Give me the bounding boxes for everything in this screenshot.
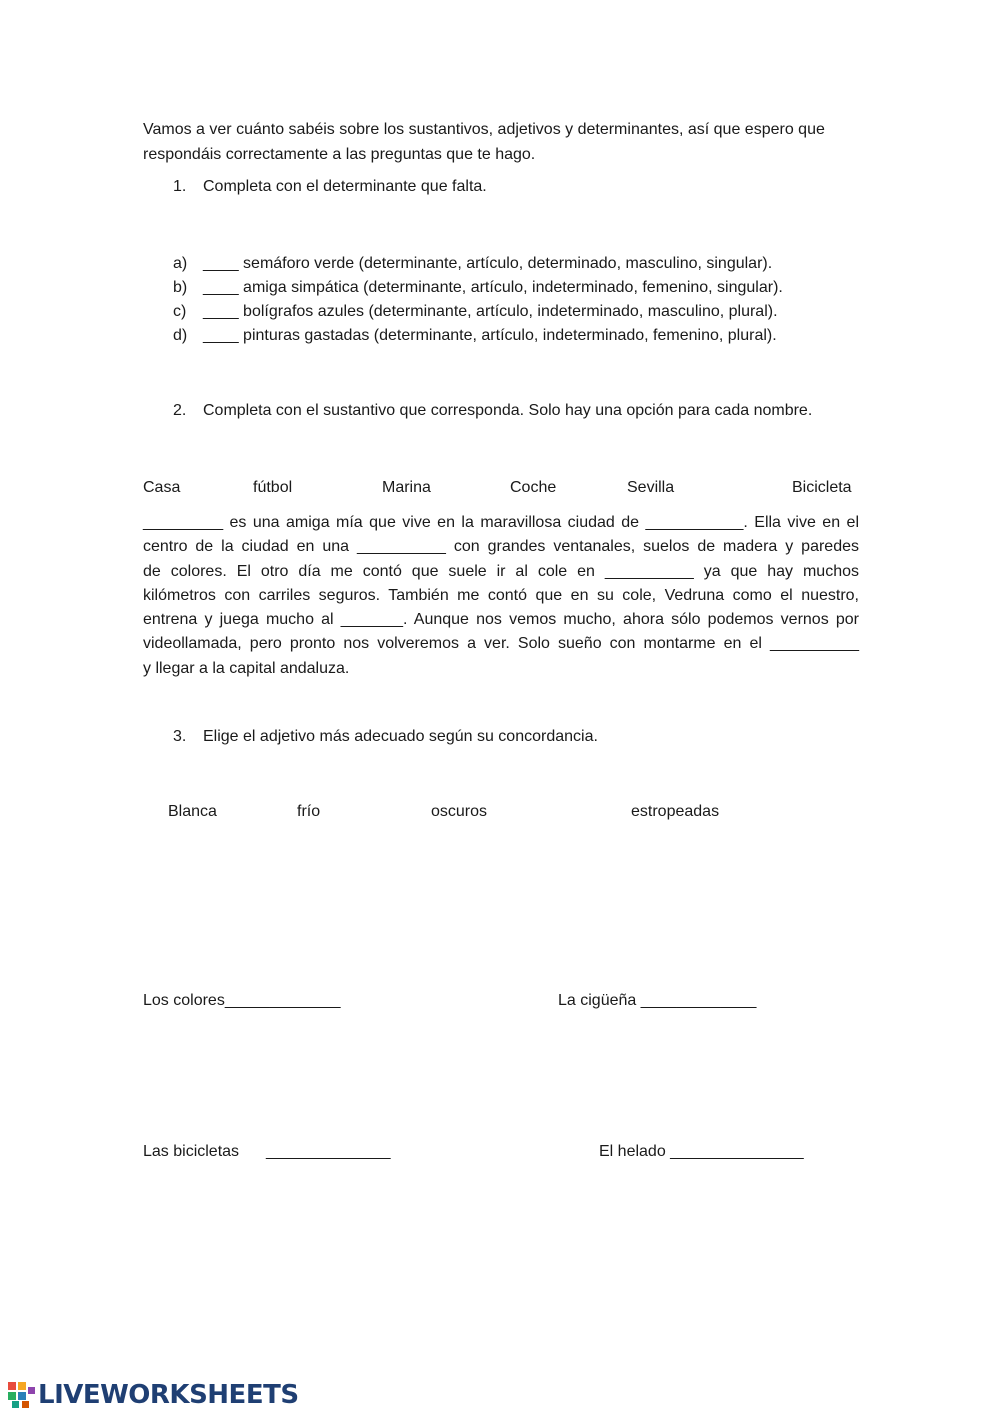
word-bank-item: Sevilla: [627, 479, 675, 496]
question-2-paragraph: [143, 511, 859, 681]
liveworksheets-logo-icon: [8, 1382, 36, 1408]
paragraph-line: y llegar a la capital andaluza.: [143, 659, 350, 677]
fill-in-blank: La cigüeña _____________: [558, 992, 757, 1009]
list-item-letter: d): [173, 327, 188, 344]
liveworksheets-logo: [8, 1380, 299, 1410]
list-item-text: ____ amiga simpática (determinante, artículo, indeterminado, femenino, singular).: [203, 279, 783, 296]
word-bank-item: fútbol: [253, 479, 293, 496]
paragraph-line: entrena y juega mucho al _______. Aunque nos vemos mucho, ahora sólo podemos vernos por: [143, 611, 859, 629]
question-number: 2.: [173, 402, 187, 419]
question-prompt: Completa con el determinante que falta.: [203, 178, 487, 195]
list-item-text: ____ semáforo verde (determinante, artículo, determinado, masculino, singular).: [203, 255, 773, 272]
word-bank-item: Blanca: [168, 803, 217, 820]
list-item-letter: b): [173, 279, 188, 296]
word-bank-item: Marina: [382, 479, 431, 496]
fill-in-blank: Las bicicletas: [143, 1143, 240, 1160]
list-item-text: ____ pinturas gastadas (determinante, artículo, indeterminado, femenino, plural).: [203, 327, 777, 344]
question-1-heading: [173, 178, 487, 196]
liveworksheets-logo-text: LIVEWORKSHEETS: [38, 1380, 299, 1410]
paragraph-line: videollamada, pero pronto nos volveremos a ver. Solo sueño con montarme en el __________: [143, 635, 859, 653]
paragraph-line: de colores. El otro día me contó que suele ir al cole en __________ ya que hay muchos: [143, 562, 859, 580]
paragraph-line: kilómetros con carriles seguros. También me contó que en su cole, Vedruna como el nuestro,: [143, 586, 859, 604]
paragraph-line: _________ es una amiga mía que vive en la maravillosa ciudad de ___________. Ella vive en el: [143, 514, 859, 531]
fill-in-blank: El helado _______________: [599, 1143, 804, 1160]
paragraph-line: centro de la ciudad en una __________ con grandes ventanales, suelos de madera y paredes: [143, 538, 859, 556]
word-bank-item: frío: [297, 803, 321, 820]
fill-in-blank: Los colores_____________: [143, 992, 341, 1009]
word-bank-item: Casa: [143, 479, 181, 496]
list-item-text: ____ bolígrafos azules (determinante, artículo, indeterminado, masculino, plural).: [203, 303, 778, 320]
list-item-letter: c): [173, 303, 187, 320]
question-number: 1.: [173, 178, 187, 195]
list-item-letter: a): [173, 255, 188, 272]
question-2-heading: [173, 402, 812, 420]
word-bank-item: Coche: [510, 479, 557, 496]
intro-text: [143, 118, 863, 167]
fill-in-blank: ______________: [266, 1143, 391, 1160]
word-bank-item: oscuros: [431, 803, 488, 820]
question-3-heading: [173, 728, 598, 746]
question-prompt: Completa con el sustantivo que corresponda. Solo hay una opción para cada nombre.: [203, 402, 813, 419]
word-bank-item: Bicicleta: [792, 479, 852, 496]
question-number: 3.: [173, 728, 187, 745]
question-prompt: Elige el adjetivo más adecuado según su concordancia.: [203, 728, 598, 745]
intro-line-2: respondáis correctamente a las preguntas que te hago.: [143, 145, 536, 163]
word-bank-item: estropeadas: [631, 803, 720, 820]
intro-line-1: Vamos a ver cuánto sabéis sobre los sustantivos, adjetivos y determinantes, así que espero que: [143, 121, 825, 138]
